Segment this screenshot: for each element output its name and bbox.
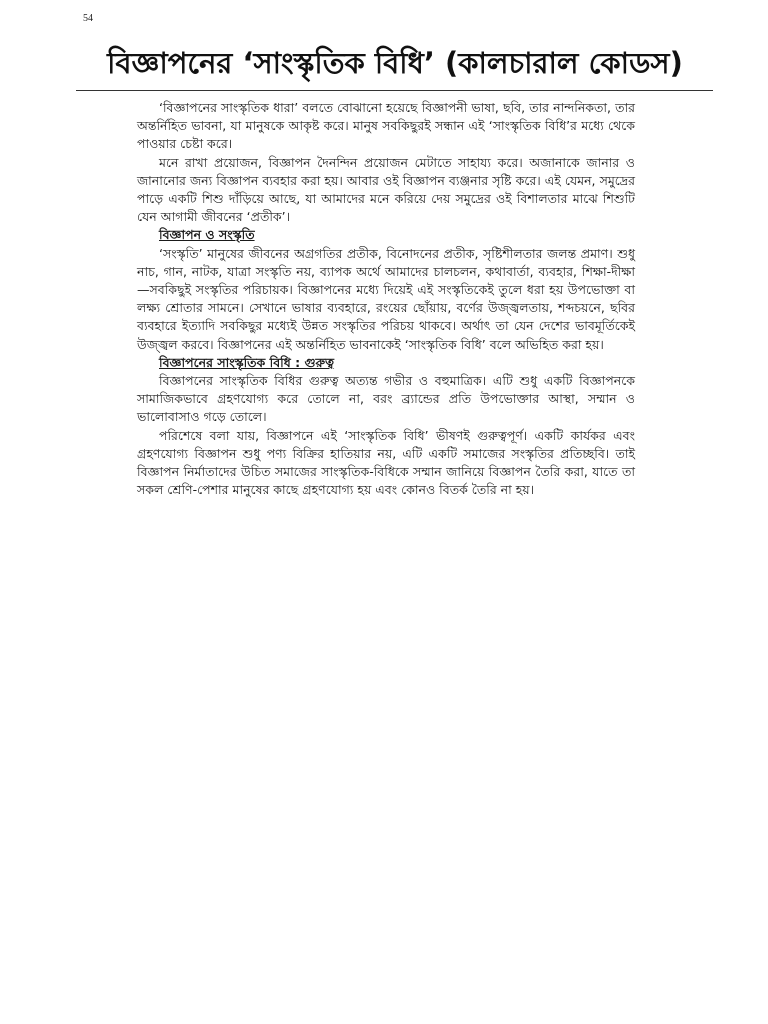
paragraph-conclusion: পরিশেষে বলা যায়, বিজ্ঞাপনে এই ‘সাংস্কৃতিক বিধি’ ভীষণই গুরুত্বপূর্ণ। একটি কার্যকর এবং গ্রহণযোগ্য বিজ্ঞাপন শুধু পণ্য বিক্রির হাতিয়ার নয়, এটি একটি সমাজের সংস্কৃতির প্রতিচ্ছবি। তাই বিজ্ঞাপন নির্মাতাদের উচিত সমাজের সাংস্কৃতিক-বিধিকে সম্মান জানিয়ে বিজ্ঞাপন তৈরি করা, যাতে তা সকল শ্রেণি-পেশার মানুষের কাছে গ্রহণযোগ্য হয় এবং কোনও বিতর্ক তৈরি না হয়। bbox=[137, 427, 635, 498]
title-divider bbox=[76, 90, 713, 91]
paragraph-culture: ‘সংস্কৃতি’ মানুষের জীবনের অগ্রগতির প্রতীক, বিনোদনের প্রতীক, সৃষ্টিশীলতার জলন্ত প্রমাণ। শুধু নাচ, গান, নাটক, যাত্রা সংস্কৃতি নয়, ব্যাপক অর্থে আমাদের চালচলন, কথাবার্তা, ব্যবহার, শিক্ষা-দীক্ষা—সবকিছুই সংস্কৃতির পরিচায়ক। বিজ্ঞাপনের মধ্যে দিয়েই এই সংস্কৃতিকেই তুলে ধরা হয় উপভোক্তা বা লক্ষ্য শ্রোতার সামনে। সেখানে ভাষার ব্যবহারে, রংয়ের ছোঁয়ায়, বর্ণের উজ্জ্বলতায়, শব্দচয়নে, ছবির ব্যবহারে ইত্যাদি সবকিছুর মধ্যেই উন্নত সংস্কৃতির পরিচয় থাকবে। অর্থাৎ তা যেন দেশের ভাবমূর্তিকেই উজ্জ্বল করবে। বিজ্ঞাপনের এই অন্তর্নিহিত ভাবনাকেই ‘সাংস্কৃতিক বিধি’ বলে অভিহিত করা হয়। bbox=[137, 245, 635, 352]
subheading-importance: বিজ্ঞাপনের সাংস্কৃতিক বিধি : গুরুত্ব bbox=[159, 354, 335, 370]
paragraph-importance: বিজ্ঞাপনের সাংস্কৃতিক বিধির গুরুত্ব অত্যন্ত গভীর ও বহুমাত্রিক। এটি শুধু একটি বিজ্ঞাপনকে সামাজিকভাবে গ্রহণযোগ্য করে তোলে না, বরং ব্র্যান্ডের প্রতি উপভোক্তার আস্থা, সম্মান ও ভালোবাসাও গড়ে তোলে। bbox=[137, 373, 635, 425]
page-title: বিজ্ঞাপনের ‘সাংস্কৃতিক বিধি’ (কালচারাল কোডস) bbox=[107, 46, 683, 80]
page-number: 54 bbox=[83, 13, 93, 24]
subheading-advertising-and-culture: বিজ্ঞাপন ও সংস্কৃতি bbox=[159, 227, 255, 243]
article-body bbox=[137, 99, 635, 499]
paragraph-intro: ‘বিজ্ঞাপনের সাংস্কৃতিক ধারা’ বলতে বোঝানো হয়েছে বিজ্ঞাপনী ভাষা, ছবি, তার নান্দনিকতা, তার অন্তর্নিহিত ভাবনা, যা মানুষকে আকৃষ্ট করে। মানুষ সবকিছুরই সন্ধান এই ‘সাংস্কৃতিক বিধি’র মধ্যে থেকে পাওয়ার চেষ্টা করে। bbox=[137, 100, 635, 152]
paragraph-example: মনে রাখা প্রয়োজন, বিজ্ঞাপন দৈনন্দিন প্রয়োজন মেটাতে সাহায্য করে। অজানাকে জানার ও জানানোর জন্য বিজ্ঞাপন ব্যবহার করা হয়। আবার ওই বিজ্ঞাপন ব্যঞ্জনার সৃষ্টি করে। এই যেমন, সমুদ্রের পাড়ে একটি শিশু দাঁড়িয়ে আছে, যা আমাদের মনে করিয়ে দেয় সমুদ্রের ওই বিশালতার মাঝে শিশুটি যেন আগামী জীবনের ‘প্রতীক’। bbox=[137, 154, 635, 225]
